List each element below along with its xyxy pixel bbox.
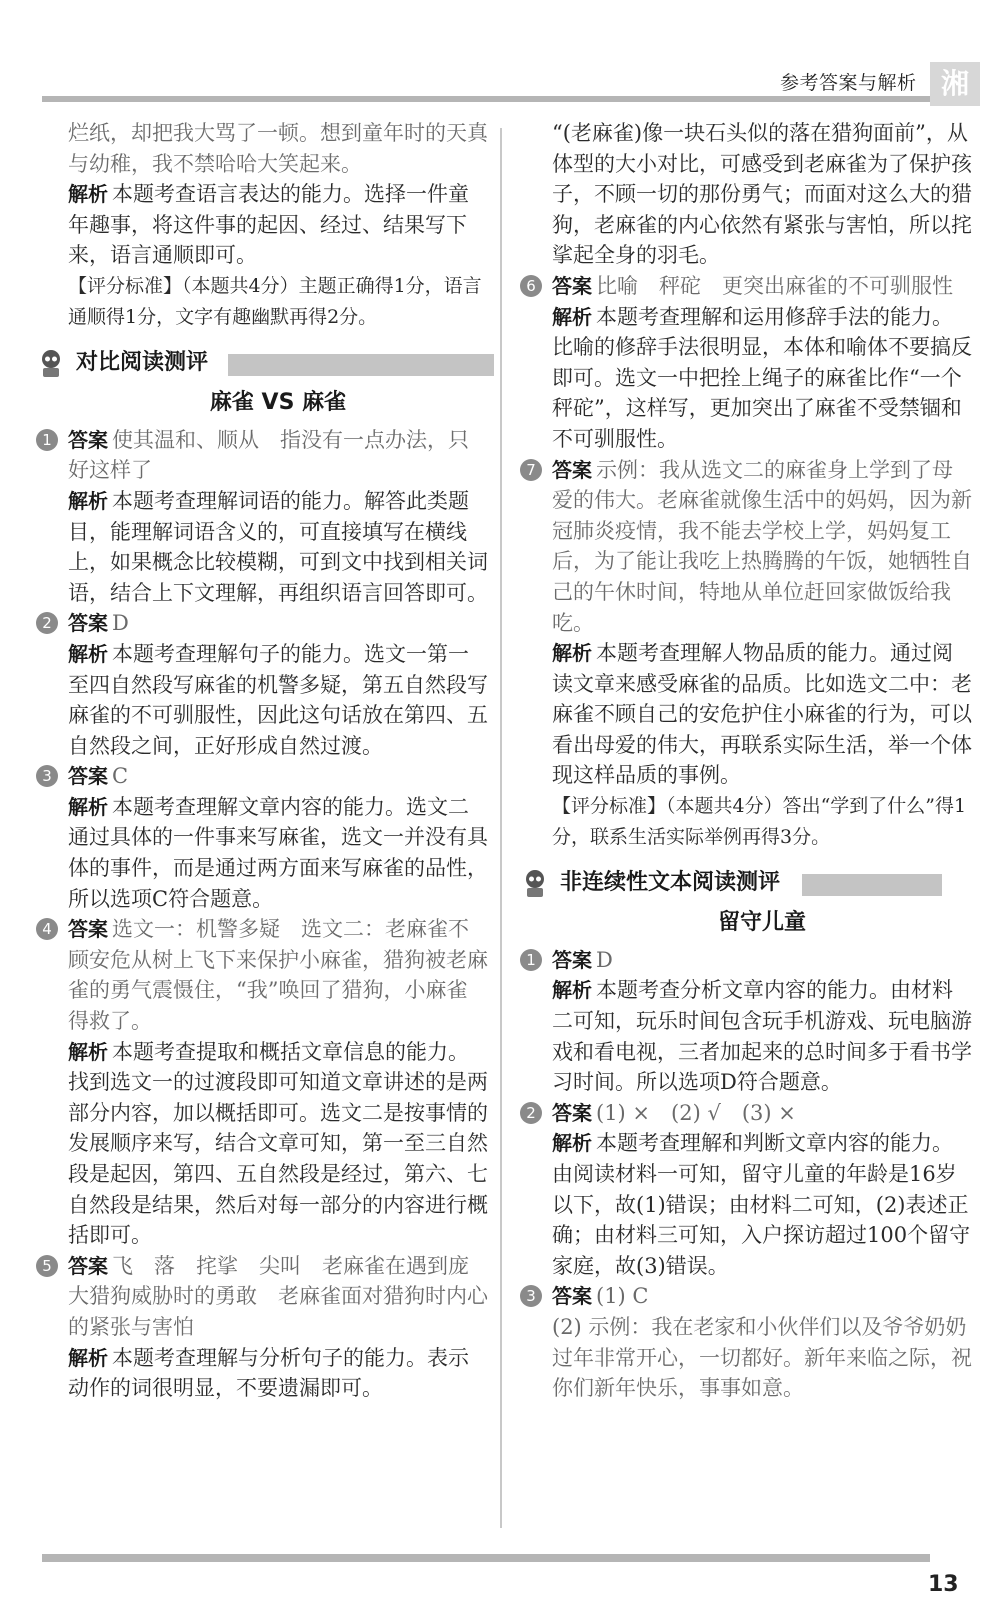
right-column xyxy=(526,118,972,1404)
question-number: 7 xyxy=(520,459,542,481)
answer-label: 答案 xyxy=(552,273,592,298)
analysis-label: 解析 xyxy=(68,488,108,513)
question-answer xyxy=(42,1251,488,1343)
question-answer xyxy=(42,914,488,1036)
analysis-text: 本题考查理解句子的能力。选文一第一至四自然段写麻雀的机警多疑，第五自然段写麻雀的不可驯服性，因此这句话放在第四、五自然段之间，正好形成自然过渡。 xyxy=(68,641,488,758)
analysis-label: 解析 xyxy=(68,641,108,666)
question-answer xyxy=(526,1098,972,1129)
question-analysis xyxy=(68,792,488,914)
section-title: 对比阅读测评 xyxy=(76,350,209,376)
answer-text: 使其温和、顺从 指没有一点办法，只好这样了 xyxy=(68,427,469,483)
left-column xyxy=(42,118,488,1404)
section-bar xyxy=(802,874,942,896)
answer-text: 示例：我从选文二的麻雀身上学到了母爱的伟大。老麻雀就像生活中的妈妈，因为新冠肺炎疫情，我不能去学校上学，妈妈复工后，为了能让我吃上热腾腾的午饭，她牺牲自己的午休时间，特地从单位赶回家做饭给我吃。 xyxy=(552,457,972,635)
analysis-label: 解析 xyxy=(552,304,592,329)
question-number: 3 xyxy=(36,765,58,787)
answer-text: 比喻 秤砣 更突出麻雀的不可驯服性 xyxy=(596,273,953,298)
analysis-label: 解析 xyxy=(68,1345,108,1370)
analysis-text: 本题考查理解人物品质的能力。通过阅读文章来感受麻雀的品质。比如选文二中：老麻雀不顾自己的安危护住小麻雀的行为，可以看出母爱的伟大，再联系实际生活，举一个体现这样品质的事例。 xyxy=(552,641,972,788)
answer-label: 答案 xyxy=(68,427,108,452)
question-analysis xyxy=(552,1128,972,1281)
answer-label: 答案 xyxy=(68,611,108,636)
article-title: 麻雀 VS 麻雀 xyxy=(209,390,347,416)
question-answer xyxy=(526,945,972,976)
answer-text: (1) × (2) √ (3) × xyxy=(596,1100,796,1125)
answer-label: 答案 xyxy=(552,1284,592,1309)
analysis-label: 解析 xyxy=(552,1131,592,1156)
analysis-text: 本题考查理解与分析句子的能力。表示动作的词很明显，不要遗漏即可。 xyxy=(68,1345,469,1401)
reader-icon xyxy=(520,868,550,898)
running-header: 参考答案与解析 xyxy=(780,72,917,94)
question-number: 5 xyxy=(36,1255,58,1277)
analysis-text: 本题考查分析文章内容的能力。由材料二可知，玩乐时间包含玩手机游戏、玩电脑游戏和看电视，三者加起来的总时间多于看书学习时间。所以选项D符合题意。 xyxy=(552,978,972,1095)
bottom-rule xyxy=(42,1554,930,1562)
question-answer xyxy=(526,1281,972,1312)
section-heading xyxy=(36,346,488,382)
answer-text: (1) C xyxy=(596,1284,649,1309)
question-number: 6 xyxy=(520,275,542,297)
answer-label: 答案 xyxy=(552,1100,592,1125)
paragraph: “(老麻雀)像一块石头似的落在猎狗面前”，从体型的大小对比，可感受到老麻雀为了保护孩子，不顾一切的那份勇气；而面对这么大的猎狗，老麻雀的内心依然有紧张与害怕，所以挓挲起全身的羽毛。 xyxy=(552,121,972,268)
question-answer xyxy=(42,608,488,639)
question-number: 1 xyxy=(36,429,58,451)
question-answer xyxy=(526,271,972,302)
article-title: 留守儿童 xyxy=(717,910,806,936)
answer-text: 选文一：机警多疑 选文二：老麻雀不顾安危从树上飞下来保护小麻雀，猎狗被老麻雀的勇气震慑住，“我”唤回了猎狗，小麻雀得救了。 xyxy=(68,917,488,1034)
answer-label: 答案 xyxy=(68,917,108,942)
region-tag: 湘 xyxy=(930,62,980,106)
reader-icon xyxy=(36,348,66,378)
section-title: 非连续性文本阅读测评 xyxy=(560,870,781,896)
analysis-text: 本题考查理解和运用修辞手法的能力。比喻的修辞手法很明显，本体和喻体不要搞反即可。选文一中把拴上绳子的麻雀比作“一个秤砣”，这样写，更加突出了麻雀不受禁锢和不可驯服性。 xyxy=(552,304,972,451)
section-bar xyxy=(228,354,494,376)
answer-label: 答案 xyxy=(552,457,592,482)
answer-text: D xyxy=(596,947,613,972)
question-analysis xyxy=(68,1037,488,1251)
answer-text: D xyxy=(112,611,129,636)
analysis-text: 本题考查理解词语的能力。解答此类题目，能理解词语含义的，可直接填写在横线上，如果概念比较模糊，可到文中找到相关词语，结合上下文理解，再组织语言回答即可。 xyxy=(68,488,488,605)
analysis-text: 本题考查理解和判断文章内容的能力。由阅读材料一可知，留守儿童的年龄是16岁以下，故(1)错误；由材料二可知，(2)表述正确；由材料三可知，入户探访超过100个留守家庭，故(3)错误。 xyxy=(552,1131,971,1278)
analysis-label: 解析 xyxy=(68,182,108,207)
analysis-label: 解析 xyxy=(68,1039,108,1064)
question-analysis xyxy=(552,975,972,1097)
question-number: 1 xyxy=(520,949,542,971)
analysis-paragraph xyxy=(68,179,488,271)
question-number: 2 xyxy=(36,612,58,634)
question-analysis xyxy=(68,639,488,761)
question-number: 2 xyxy=(520,1102,542,1124)
answer-label: 答案 xyxy=(552,947,592,972)
answer-label: 答案 xyxy=(68,1253,108,1278)
analysis-label: 解析 xyxy=(552,978,592,1003)
section-heading xyxy=(520,866,972,902)
answer-label: 答案 xyxy=(68,764,108,789)
question-analysis xyxy=(552,638,972,791)
question-number: 4 xyxy=(36,918,58,940)
analysis-text: 本题考查提取和概括文章信息的能力。找到选文一的过渡段即可知道文章讲述的是两部分内容，加以概括即可。选文二是按事情的发展顺序来写，结合文章可知，第一至三自然段是起因，第四、五自然段是经过，第六、七自然段是结果，然后对每一部分的内容进行概括即可。 xyxy=(68,1039,488,1248)
paragraph: 烂纸，却把我大骂了一顿。想到童年时的天真与幼稚，我不禁哈哈大笑起来。 xyxy=(68,121,488,176)
analysis-label: 解析 xyxy=(552,641,592,666)
answer-text: (2) 示例：我在老家和小伙伴们以及爷爷奶奶过年非常开心，一切都好。新年来临之际，祝你们新年快乐，事事如意。 xyxy=(552,1314,972,1401)
answer-text: 飞 落 挓挲 尖叫 老麻雀在遇到庞大猎狗威胁时的勇敢 老麻雀面对猎狗时内心的紧张与害怕 xyxy=(68,1253,488,1339)
question-analysis xyxy=(68,486,488,608)
score-criteria: 【评分标准】（本题共4分）主题正确得1分，语言通顺得1分，文字有趣幽默再得2分。 xyxy=(68,274,482,328)
column-divider xyxy=(500,128,502,1528)
question-answer xyxy=(526,455,972,639)
analysis-text: 本题考查语言表达的能力。选择一件童年趣事，将这件事的起因、经过、结果写下来，语言通顺即可。 xyxy=(68,182,469,268)
answer-text: C xyxy=(112,764,129,789)
question-answer xyxy=(42,761,488,792)
page-number: 13 xyxy=(928,1572,959,1597)
question-analysis xyxy=(552,302,972,455)
score-criteria: 【评分标准】（本题共4分）答出“学到了什么”得1分，联系生活实际举例再得3分。 xyxy=(552,795,967,848)
top-rule xyxy=(42,96,930,102)
question-number: 3 xyxy=(520,1285,542,1307)
question-answer xyxy=(42,425,488,486)
question-analysis xyxy=(68,1343,488,1404)
analysis-text: 本题考查理解文章内容的能力。选文二通过具体的一件事来写麻雀，选文一并没有具体的事件，而是通过两方面来写麻雀的品性，所以选项C符合题意。 xyxy=(68,794,488,911)
analysis-label: 解析 xyxy=(68,794,108,819)
